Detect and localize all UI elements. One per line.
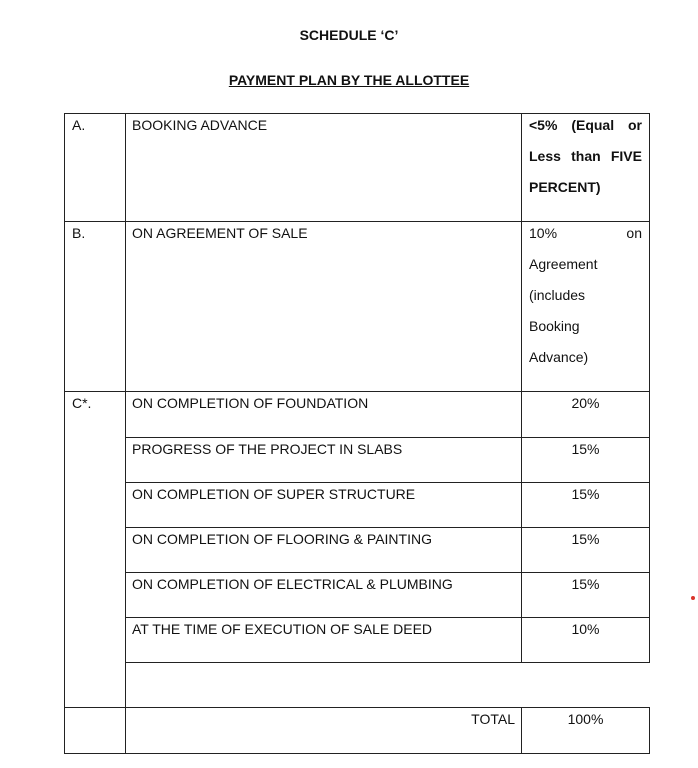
table-border-left <box>64 113 65 754</box>
table-row-divider <box>125 662 650 663</box>
value-word: <5% <box>529 117 558 133</box>
value-line: Booking <box>529 318 580 334</box>
table-column-divider <box>125 113 126 754</box>
table-border-right <box>649 707 650 754</box>
value-word: or <box>627 117 642 133</box>
stage-value-sale-deed: 10% <box>571 621 600 637</box>
row-id-c: C*. <box>72 395 92 411</box>
value-word: 10% <box>529 225 558 241</box>
row-value-booking-advance <box>529 110 642 203</box>
stage-label-super-structure: ON COMPLETION OF SUPER STRUCTURE <box>132 486 416 502</box>
stage-label-sale-deed: AT THE TIME OF EXECUTION OF SALE DEED <box>132 621 433 637</box>
table-border-right <box>649 113 650 663</box>
value-line <box>529 110 642 141</box>
row-id-b: B. <box>72 225 86 241</box>
value-line <box>529 141 642 172</box>
table-border-bottom <box>64 753 650 754</box>
value-word: than <box>571 148 601 164</box>
value-word: on <box>626 225 642 241</box>
value-line: PERCENT) <box>529 179 601 195</box>
value-line: Advance) <box>529 349 589 365</box>
total-label: TOTAL <box>471 711 515 727</box>
red-dot-mark <box>691 596 695 600</box>
value-line: (includes <box>529 287 586 303</box>
value-word: Less <box>529 148 561 164</box>
row-label-booking-advance: BOOKING ADVANCE <box>132 117 268 133</box>
row-label-agreement-of-sale: ON AGREEMENT OF SALE <box>132 225 308 241</box>
stage-value-foundation: 20% <box>571 395 600 411</box>
total-value: 100% <box>567 711 604 727</box>
row-id-a: A. <box>72 117 86 133</box>
stage-label-flooring-painting: ON COMPLETION OF FLOORING & PAINTING <box>132 531 432 547</box>
value-line: Agreement <box>529 256 598 272</box>
stage-label-foundation: ON COMPLETION OF FOUNDATION <box>132 395 369 411</box>
value-line <box>529 218 642 249</box>
page-title: SCHEDULE ‘C’ <box>299 27 399 43</box>
value-word: (Equal <box>571 117 615 133</box>
stage-label-electrical-plumbing: ON COMPLETION OF ELECTRICAL & PLUMBING <box>132 576 453 592</box>
stage-value-slabs: 15% <box>571 441 600 457</box>
stage-value-super-structure: 15% <box>571 486 600 502</box>
stage-value-electrical-plumbing: 15% <box>571 576 600 592</box>
value-word: FIVE <box>610 148 642 164</box>
stage-label-slabs: PROGRESS OF THE PROJECT IN SLABS <box>132 441 403 457</box>
stage-value-flooring-painting: 15% <box>571 531 600 547</box>
row-value-agreement-of-sale <box>529 218 642 373</box>
page-subtitle: PAYMENT PLAN BY THE ALLOTTEE <box>228 72 470 88</box>
